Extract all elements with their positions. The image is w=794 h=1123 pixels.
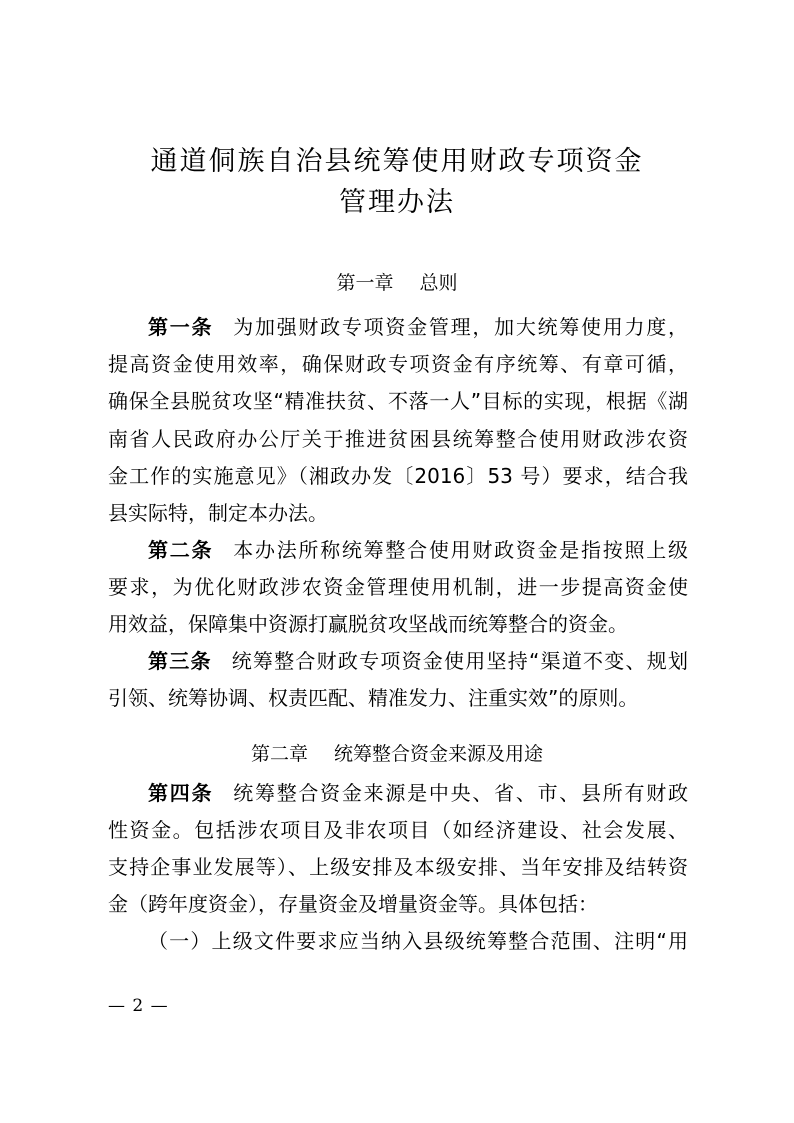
article-3-line-1: 第三条 统筹整合财政专项资金使用坚持“渠道不变、规划: [148, 649, 688, 673]
article-4-line-3: 支持企事业发展等）、上级安排及本级安排、当年安排及结转资: [108, 855, 688, 879]
document-title-line-1: 通道侗族自治县统筹使用财政专项资金: [150, 146, 644, 177]
chapter-2-name: 统筹整合资金来源及用途: [334, 743, 544, 765]
article-1-line-1: 第一条 为加强财政专项资金管理，加大统筹使用力度，: [148, 315, 689, 339]
article-1-label: 第一条: [148, 315, 214, 339]
chapter-1-number: 第一章: [336, 272, 394, 294]
article-2-line-1: 第二条 本办法所称统筹整合使用财政资金是指按照上级: [148, 538, 689, 562]
article-2-label: 第二条: [148, 538, 214, 562]
article-1-line-3: 确保全县脱贫攻坚“精准扶贫、不落一人”目标的实现，根据《湖: [108, 389, 688, 413]
article-2-line-2: 要求，为优化财政涉农资金管理使用机制，进一步提高资金使: [108, 575, 688, 599]
article-1-line-6: 县实际特，制定本办法。: [108, 501, 328, 525]
chapter-1-heading: [0, 270, 794, 296]
article-1-line-2: 提高资金使用效率，确保财政专项资金有序统筹、有章可循，: [108, 352, 688, 376]
chapter-2-number: 第二章: [250, 743, 308, 765]
article-4-label: 第四条: [148, 781, 214, 805]
article-4-line-2: 性资金。包括涉农项目及非农项目（如经济建设、社会发展、: [108, 818, 688, 842]
article-4-line-4: 金（跨年度资金），存量资金及增量资金等。具体包括：: [108, 892, 598, 916]
article-1-line-5: 金工作的实施意见》（湘政办发〔2016〕53 号）要求，结合我: [108, 464, 688, 488]
article-2-line-3: 用效益，保障集中资源打赢脱贫攻坚战而统筹整合的资金。: [108, 612, 628, 636]
chapter-2-heading: [0, 741, 794, 767]
page-number: — 2 —: [108, 996, 169, 1016]
document-title-line-2: 管理办法: [339, 187, 455, 218]
item-1-line-1: （一）上级文件要求应当纳入县级统筹整合范围、注明“用: [148, 929, 688, 953]
article-3-line-2: 引领、统筹协调、权责匹配、精准发力、注重实效”的原则。: [108, 686, 639, 710]
chapter-1-name: 总则: [419, 272, 458, 294]
article-1-line-4: 南省人民政府办公厅关于推进贫困县统筹整合使用财政涉农资: [108, 427, 688, 451]
article-3-label: 第三条: [148, 649, 212, 673]
article-4-line-1: 第四条 统筹整合资金来源是中央、省、市、县所有财政: [148, 781, 689, 805]
